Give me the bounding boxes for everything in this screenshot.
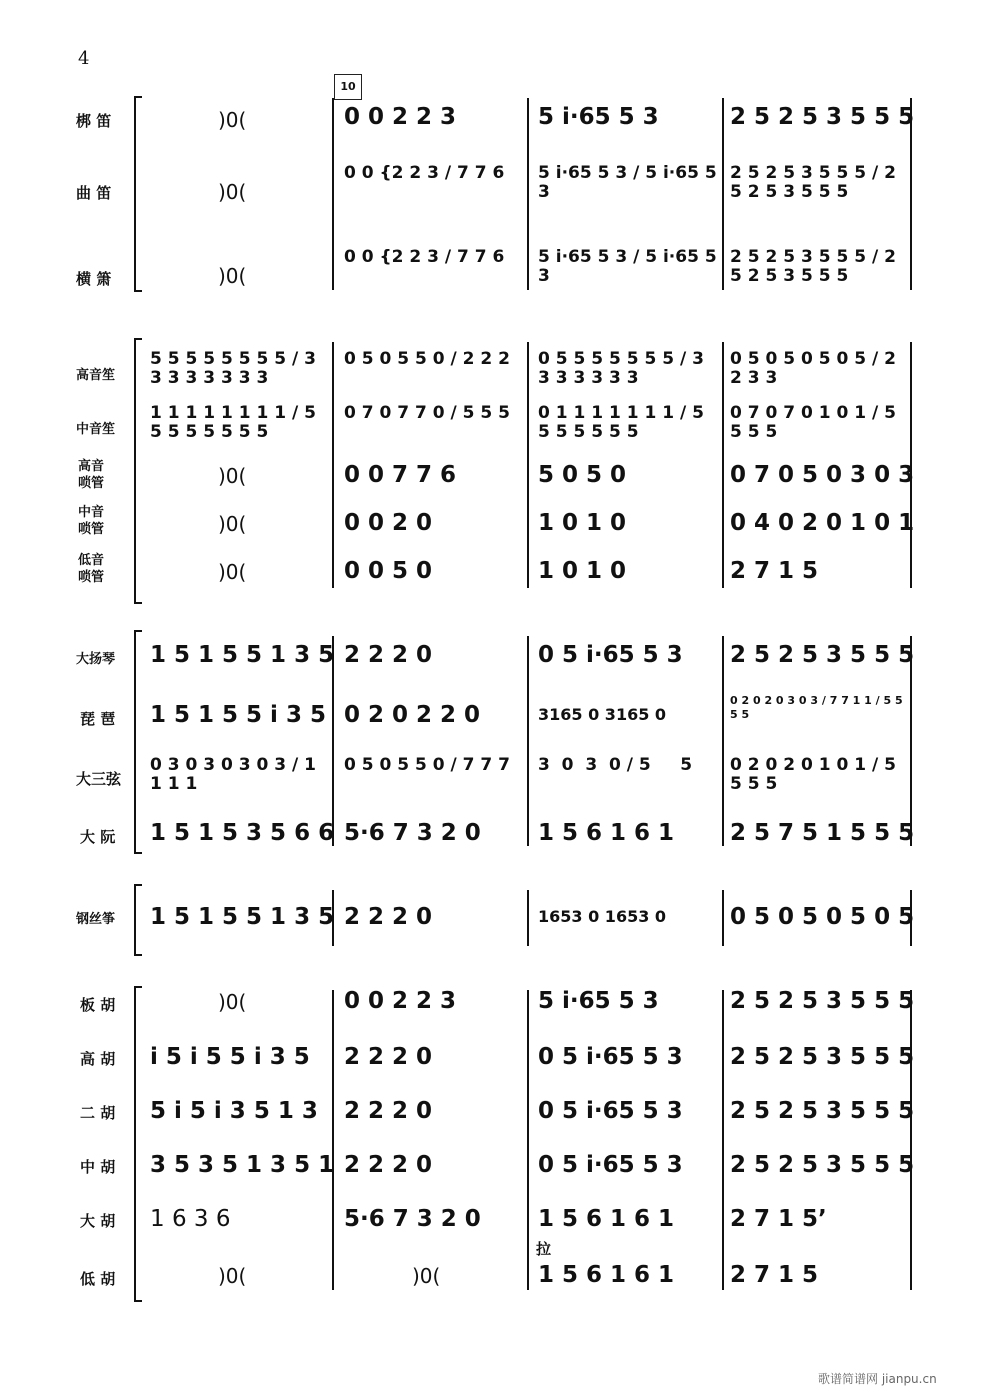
barline <box>527 342 529 588</box>
measure: 0 0 {2 2 3 / 7 7 6 <box>344 163 505 183</box>
instrument-label: 板 胡 <box>80 996 116 1014</box>
barline <box>722 636 724 846</box>
measure: 2 2 2 0 <box>344 904 433 930</box>
barline <box>527 890 529 946</box>
measure: i 5 i 5 5 i 3 5 <box>150 1044 310 1070</box>
instrument-label: 横 箫 <box>76 270 112 288</box>
measure: 2 5 2 5 3 5 5 5 <box>730 104 915 130</box>
barline <box>910 990 912 1290</box>
measure-rest: )0( <box>218 108 247 132</box>
measure: 0 0 7 7 6 <box>344 462 457 488</box>
measure: 0 2 0 2 0 3 0 3 / 7 7 1 1 / 5 5 5 5 <box>730 694 903 721</box>
barline <box>527 636 529 846</box>
measure: 5 5 5 5 5 5 5 5 / 3 3 3 3 3 3 3 3 <box>150 349 316 388</box>
measure: 0 2 0 2 0 1 0 1 / 5 5 5 5 <box>730 755 896 794</box>
measure: 0 4 0 2 0 1 0 1 <box>730 510 915 536</box>
measure: 1 1 1 1 1 1 1 1 / 5 5 5 5 5 5 5 5 <box>150 403 316 442</box>
measure: 0 5 i·65 5 3 <box>538 642 683 668</box>
bowing-annotation: 拉 <box>536 1240 552 1258</box>
instrument-label: 二 胡 <box>80 1104 116 1122</box>
measure: 0 0 2 2 3 <box>344 988 457 1014</box>
instrument-label: 曲 笛 <box>76 184 112 202</box>
instrument-label: 大 阮 <box>80 828 116 846</box>
measure: 2 2 2 0 <box>344 1098 433 1124</box>
measure: 1 5 6 1 6 1 <box>538 1262 675 1288</box>
measure: 2 5 7 5 1 5 5 5 <box>730 820 915 846</box>
barline <box>722 890 724 946</box>
watermark: 歌谱简谱网 jianpu.cn <box>818 1372 937 1386</box>
measure: 1 5 6 1 6 1 <box>538 820 675 846</box>
measure: 0 0 {2 2 3 / 7 7 6 <box>344 247 505 267</box>
instrument-label: 大扬琴 <box>76 652 116 667</box>
page-number: 4 <box>78 48 90 69</box>
instrument-label: 低 胡 <box>80 1270 116 1288</box>
rehearsal-mark: 10 <box>334 74 362 100</box>
measure: 2 5 2 5 3 5 5 5 <box>730 1152 915 1178</box>
measure: 5 i·65 5 3 <box>538 104 659 130</box>
measure: 0 5 5 5 5 5 5 5 / 3 3 3 3 3 3 3 <box>538 349 704 388</box>
measure-rest: )0( <box>218 560 247 584</box>
measure: 2 7 1 5 <box>730 1262 819 1288</box>
measure: 2 5 2 5 3 5 5 5 <box>730 988 915 1014</box>
instrument-label: 高音唢管 <box>77 459 104 491</box>
instrument-label: 低音唢管 <box>77 553 104 585</box>
measure: 1 5 1 5 5 1 3 5 <box>150 904 335 930</box>
barline <box>722 342 724 588</box>
measure: 0 5 0 5 0 5 0 5 <box>730 904 915 930</box>
instrument-label: 大 胡 <box>80 1212 116 1230</box>
barline <box>332 990 334 1290</box>
measure: 5 i 5 i 3 5 1 3 <box>150 1098 318 1124</box>
measure: 0 5 i·65 5 3 <box>538 1044 683 1070</box>
measure: 1 6 3 6 <box>150 1206 231 1232</box>
instrument-label: 中 胡 <box>80 1158 116 1176</box>
measure: 1 0 1 0 <box>538 558 627 584</box>
measure-rest: )0( <box>218 1264 247 1288</box>
measure: 5 i·65 5 3 / 5 i·65 5 3 <box>538 247 717 286</box>
group-bracket <box>134 96 142 292</box>
measure: 0 2 0 2 2 0 <box>344 702 481 728</box>
measure: 2 5 2 5 3 5 5 5 <box>730 1098 915 1124</box>
group-bracket <box>134 630 142 854</box>
instrument-label: 高音笙 <box>76 368 116 383</box>
measure-rest: )0( <box>218 264 247 288</box>
barline <box>332 342 334 588</box>
measure: 2 5 2 5 3 5 5 5 <box>730 1044 915 1070</box>
measure: 0 5 0 5 0 5 0 5 / 2 2 3 3 <box>730 349 896 388</box>
measure: 2 2 2 0 <box>344 1044 433 1070</box>
measure: 2 5 2 5 3 5 5 5 <box>730 642 915 668</box>
measure: 2 2 2 0 <box>344 642 433 668</box>
measure: 2 7 1 5 <box>730 558 819 584</box>
measure: 0 7 0 7 0 1 0 1 / 5 5 5 5 <box>730 403 896 442</box>
measure: 5 0 5 0 <box>538 462 627 488</box>
measure: 2 2 2 0 <box>344 1152 433 1178</box>
measure: 0 1 1 1 1 1 1 1 / 5 5 5 5 5 5 5 <box>538 403 704 442</box>
measure-rest: )0( <box>218 512 247 536</box>
measure: 5·6 7 3 2 0 <box>344 1206 481 1232</box>
measure: 5·6 7 3 2 0 <box>344 820 481 846</box>
instrument-label: 琵 琶 <box>80 710 116 728</box>
measure-rest: )0( <box>218 180 247 204</box>
measure-rest: )0( <box>218 990 247 1014</box>
barline <box>527 98 529 290</box>
instrument-label: 高 胡 <box>80 1050 116 1068</box>
measure: 1653 0 1653 0 <box>538 907 667 926</box>
measure: 3165 0 3165 0 <box>538 705 667 724</box>
barline <box>527 990 529 1290</box>
barline <box>332 98 334 290</box>
barline <box>722 98 724 290</box>
measure-rest: )0( <box>218 464 247 488</box>
group-bracket <box>134 338 142 604</box>
measure: 0 5 0 5 5 0 / 7 7 7 <box>344 755 510 775</box>
measure: 1 5 1 5 5 i 3 5 <box>150 702 326 728</box>
measure: 1 5 6 1 6 1 <box>538 1206 675 1232</box>
measure: 0 7 0 5 0 3 0 3 <box>730 462 915 488</box>
measure: 0 5 0 5 5 0 / 2 2 2 <box>344 349 510 369</box>
measure: 5 i·65 5 3 <box>538 988 659 1014</box>
instrument-label: 中音唢管 <box>77 505 104 537</box>
measure: 0 0 5 0 <box>344 558 433 584</box>
measure: 0 0 2 2 3 <box>344 104 457 130</box>
group-bracket <box>134 986 142 1302</box>
measure: 2 7 1 5’ <box>730 1206 827 1232</box>
measure: 2 5 2 5 3 5 5 5 / 2 5 2 5 3 5 5 5 <box>730 163 896 202</box>
instrument-label: 钢丝筝 <box>76 912 116 927</box>
group-bracket <box>134 884 142 956</box>
barline <box>722 990 724 1290</box>
measure: 1 5 1 5 3 5 6 6 <box>150 820 335 846</box>
instrument-label: 大三弦 <box>76 770 122 788</box>
measure: 1 0 1 0 <box>538 510 627 536</box>
instrument-label: 梆 笛 <box>76 112 112 130</box>
measure: 0 3 0 3 0 3 0 3 / 1 1 1 1 <box>150 755 316 794</box>
measure: 0 7 0 7 7 0 / 5 5 5 <box>344 403 510 423</box>
measure: 5 i·65 5 3 / 5 i·65 5 3 <box>538 163 717 202</box>
measure: 2 5 2 5 3 5 5 5 / 2 5 2 5 3 5 5 5 <box>730 247 896 286</box>
measure: 3 0 3 0 / 5 5 <box>538 755 693 775</box>
measure: 0 5 i·65 5 3 <box>538 1098 683 1124</box>
measure: 1 5 1 5 5 1 3 5 <box>150 642 335 668</box>
measure: 0 5 i·65 5 3 <box>538 1152 683 1178</box>
measure: 0 0 2 0 <box>344 510 433 536</box>
measure: 3 5 3 5 1 3 5 1 <box>150 1152 335 1178</box>
measure-rest: )0( <box>412 1264 441 1288</box>
instrument-label: 中音笙 <box>76 422 116 437</box>
